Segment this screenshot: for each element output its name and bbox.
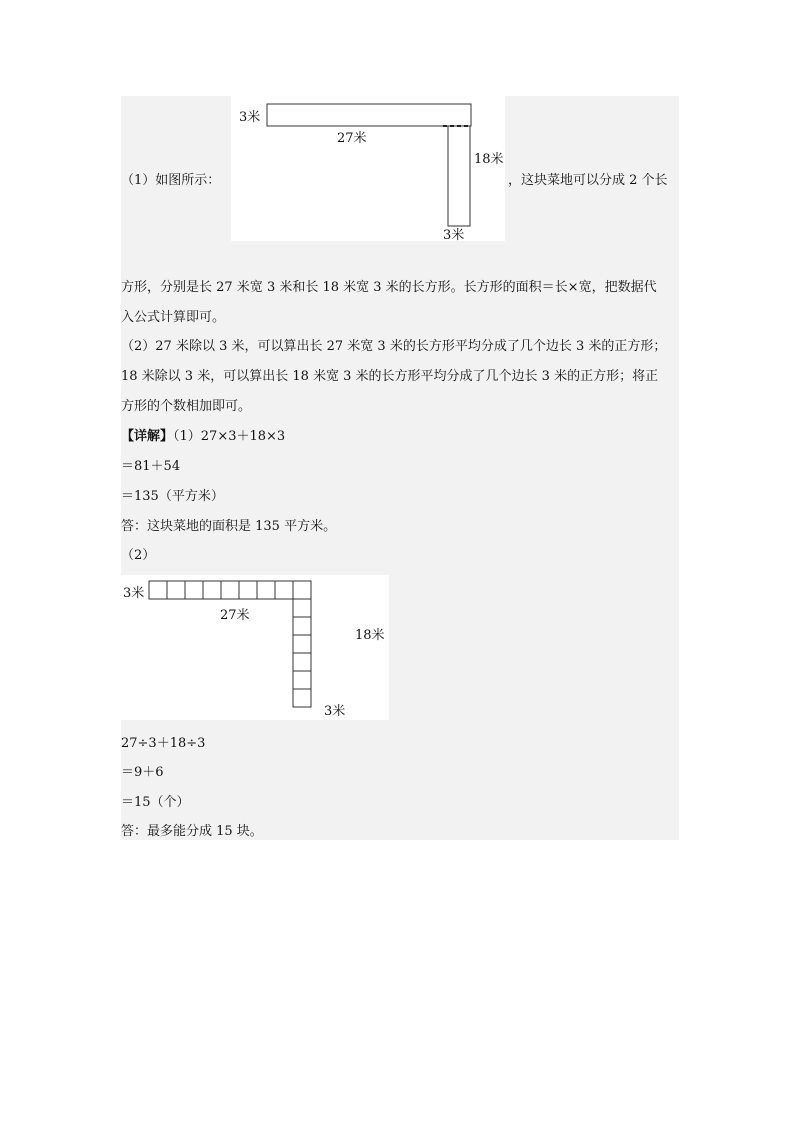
grid-square-horizontal	[257, 581, 275, 599]
figure-1-side-label: 18米	[474, 152, 504, 167]
calc-line3: ＝15（个）	[121, 795, 190, 810]
grid-square-horizontal	[293, 581, 311, 599]
part1-after-figure: ，这块菜地可以分成 2 个长	[508, 173, 668, 188]
part1-line2: 方形，分别是长 27 米宽 3 米和长 18 米宽 3 米的长方形。长方形的面积＝长×宽，把数据代	[121, 280, 657, 295]
part2-line2: 18 米除以 3 米，可以算出长 18 米宽 3 米的长方形平均分成了几个边长 3 米的正方形；将正	[121, 369, 659, 384]
grid-square-vertical	[293, 635, 311, 653]
part2-line1: （2）27 米除以 3 米，可以算出长 27 米宽 3 米的长方形平均分成了几个边长 3 米的正方形；	[121, 339, 667, 354]
detail-line1	[121, 428, 285, 446]
figure-2-width-label: 3米	[123, 586, 145, 601]
detail-line2: ＝81＋54	[121, 459, 181, 474]
grid-square-horizontal	[239, 581, 257, 599]
calc-line1: 27÷3＋18÷3	[121, 736, 206, 751]
answer-1: 答：这块菜地的面积是 135 平方米。	[121, 519, 337, 534]
figure-1	[231, 96, 505, 241]
part1-line3: 入公式计算即可。	[121, 310, 226, 325]
detail-line3: ＝135（平方米）	[121, 489, 224, 504]
figure-2	[121, 575, 389, 720]
grid-square-vertical	[293, 671, 311, 689]
grid-square-horizontal	[203, 581, 221, 599]
figure-2-side-label: 18米	[355, 628, 385, 643]
grid-square-vertical	[293, 653, 311, 671]
grid-square-horizontal	[185, 581, 203, 599]
grid-square-vertical	[293, 689, 311, 707]
answer-2: 答：最多能分成 15 块。	[121, 824, 263, 839]
horizontal-rectangle	[267, 104, 471, 126]
grid-square-vertical	[293, 599, 311, 617]
figure-2-length-label: 27米	[220, 608, 250, 623]
detail-line1-rest: （1）27×3＋18×3	[173, 429, 286, 444]
part2-label: （2）	[121, 548, 156, 563]
figure-2-bottom-label: 3米	[324, 704, 346, 719]
figure-1-bottom-label: 3米	[443, 228, 465, 241]
part2-line3: 方形的个数相加即可。	[121, 399, 252, 414]
grid-square-horizontal	[275, 581, 293, 599]
part1-intro: （1）如图所示：	[121, 173, 221, 188]
vertical-rectangle	[448, 126, 470, 226]
grid-square-horizontal	[167, 581, 185, 599]
grid-square-vertical	[293, 617, 311, 635]
calc-line2: ＝9＋6	[121, 765, 164, 780]
grid-square-horizontal	[221, 581, 239, 599]
figure-2-drawing	[121, 575, 389, 720]
grid-square-horizontal	[149, 581, 167, 599]
figure-1-drawing	[231, 96, 505, 241]
figure-1-length-label: 27米	[337, 131, 367, 146]
figure-1-width-label: 3米	[239, 110, 261, 125]
detail-label: 【详解】	[121, 429, 174, 444]
